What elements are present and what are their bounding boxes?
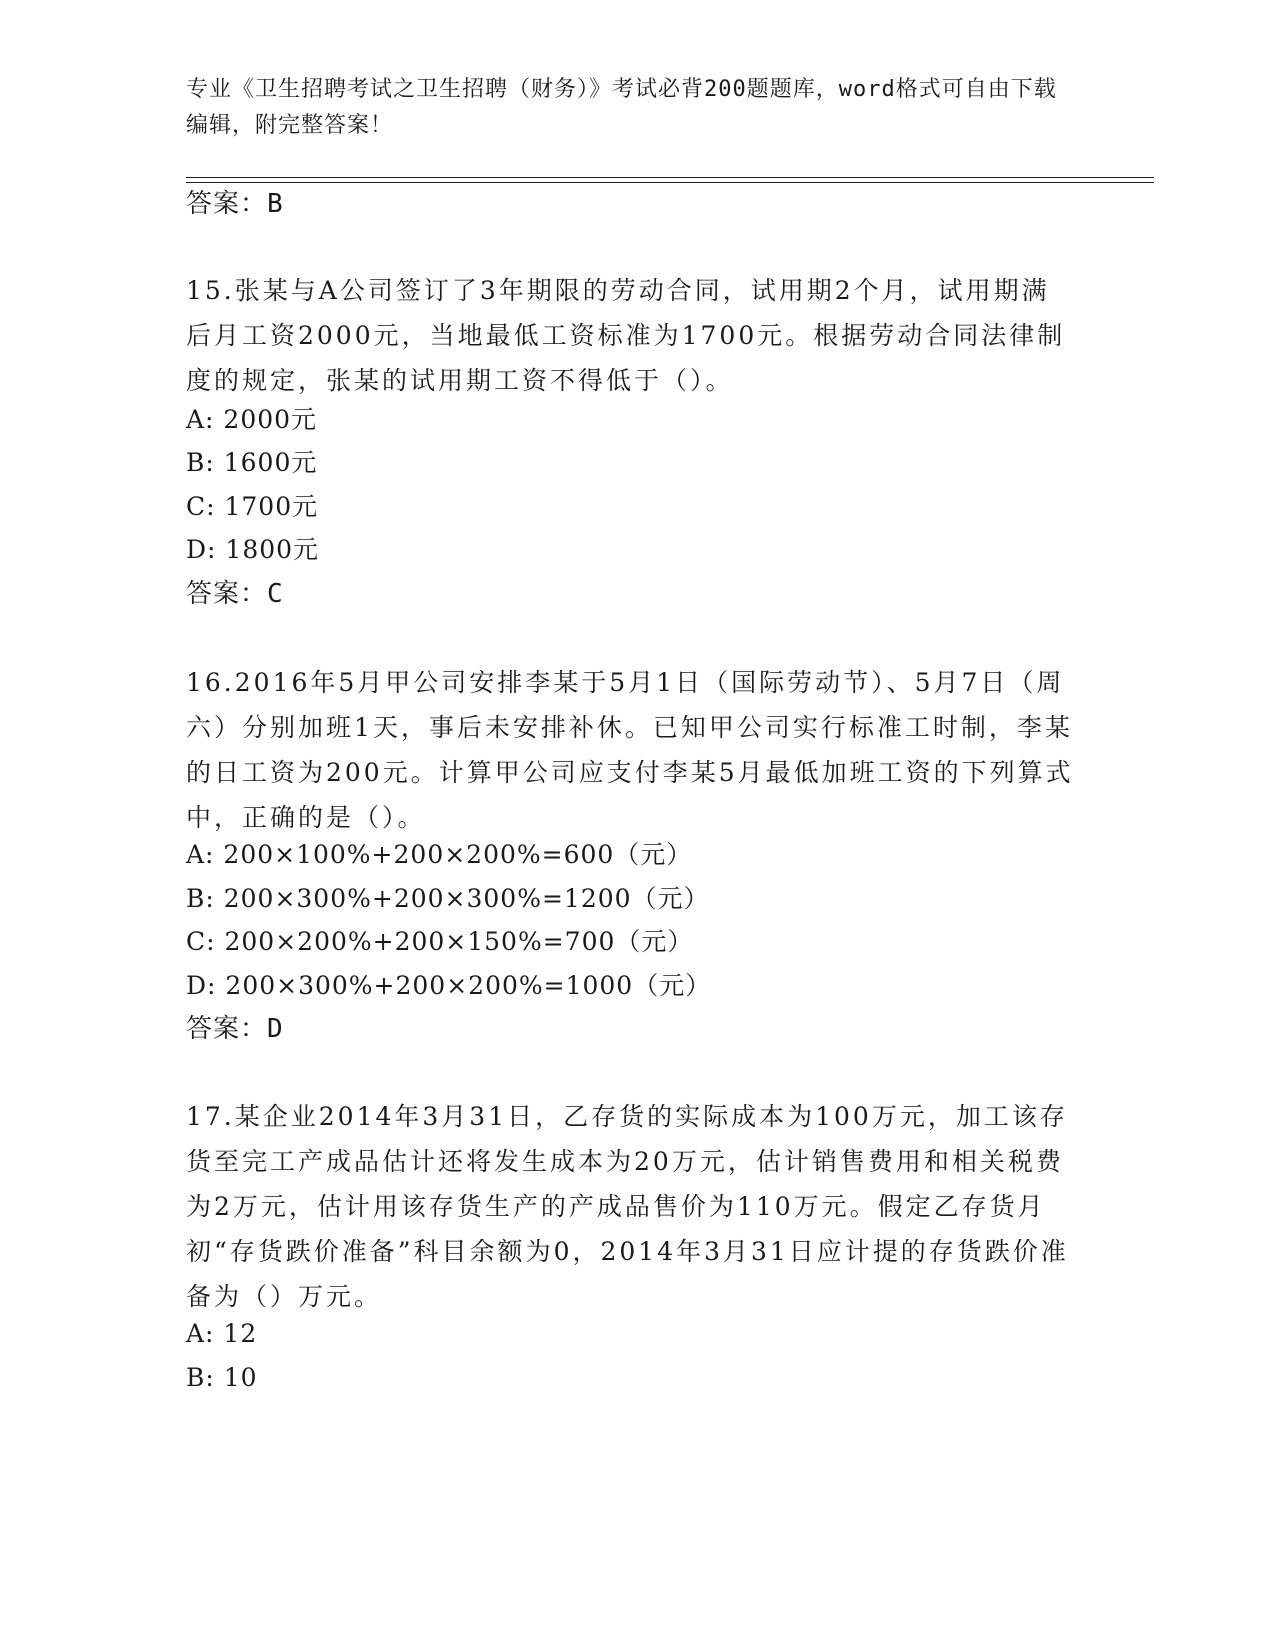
- question-17-stem: 17.某企业2014年3月31日，乙存货的实际成本为100万元，加工该存货至完工产成品估计还将发生成本为20万元，估计销售费用和相关税费为2万元，估计用该存货生产的产成品售价为110万元。假定乙存货月初“存货跌价准备”科目余额为0，2014年3月31日应计提的存货跌价准备为（）万元。: [186, 1102, 1069, 1311]
- prev-question-answer: 答案：B: [186, 189, 284, 219]
- question-16-answer: 答案：D: [186, 1014, 284, 1044]
- question-16-option-c: C: 200×200%+200×150%=700（元）: [186, 927, 694, 956]
- question-15-option-c: C: 1700元: [186, 492, 319, 521]
- question-15-option-b: B: 1600元: [186, 448, 318, 477]
- question-17-option-b: B: 10: [186, 1363, 258, 1392]
- document-header: 专业《卫生招聘考试之卫生招聘（财务）》考试必背200题题库，word格式可自由下载编辑，附完整答案！: [186, 77, 1057, 138]
- question-15-option-d: D: 1800元: [186, 535, 320, 564]
- question-15-option-a: A: 2000元: [186, 405, 318, 434]
- question-16-option-d: D: 200×300%+200×200%=1000（元）: [186, 971, 712, 1000]
- question-16-option-b: B: 200×300%+200×300%=1200（元）: [186, 884, 710, 913]
- question-17-option-a: A: 12: [186, 1319, 258, 1348]
- question-16-option-a: A: 200×100%+200×200%=600（元）: [186, 840, 693, 869]
- question-15-answer: 答案：C: [186, 579, 284, 609]
- question-16-stem: 16.2016年5月甲公司安排李某于5月1日（国际劳动节）、5月7日（周六）分别加班1天，事后未安排补休。已知甲公司实行标准工时制，李某的日工资为200元。计算甲公司应支付李某5月最低加班工资的下列算式中，正确的是（）。: [186, 668, 1074, 832]
- header-divider-top: [186, 177, 1154, 178]
- header-divider-bottom: [186, 182, 1154, 183]
- question-15-stem: 15.张某与A公司签订了3年期限的劳动合同，试用期2个月，试用期满后月工资2000元，当地最低工资标准为1700元。根据劳动合同法律制度的规定，张某的试用期工资不得低于（）。: [186, 276, 1066, 395]
